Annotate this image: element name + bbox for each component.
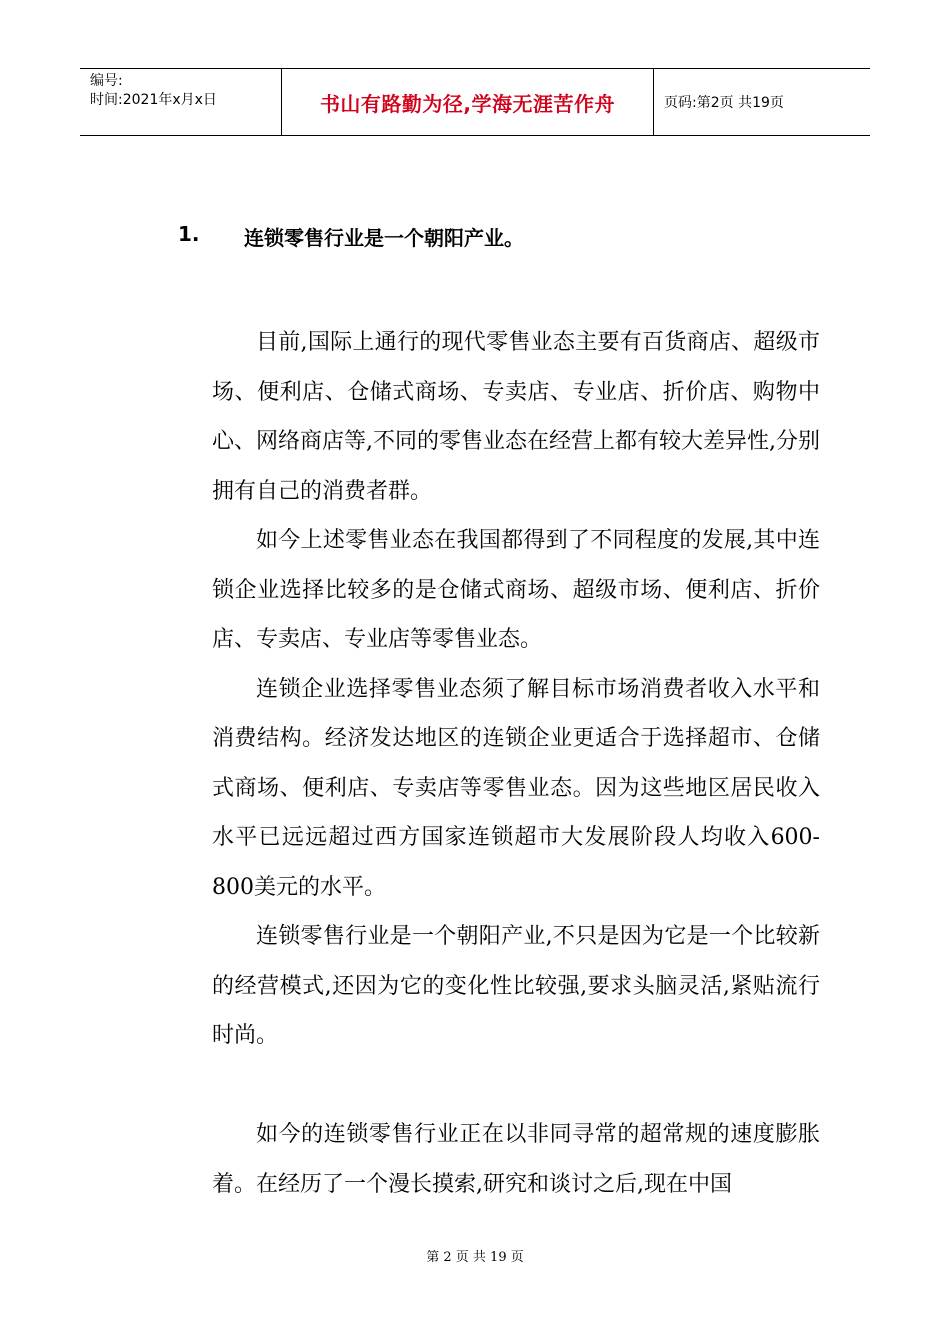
- document-number-label: 编号:: [90, 73, 123, 89]
- page-footer: [0, 1246, 950, 1265]
- section-heading: [178, 222, 524, 251]
- header-meta-cell: [80, 69, 282, 135]
- paragraph: 如今的连锁零售行业正在以非同寻常的超常规的速度膨胀着。在经历了一个漫长摸索,研究和谈讨之后,现在中国: [212, 1122, 820, 1197]
- paragraph: 如今上述零售业态在我国都得到了不同程度的发展,其中连锁企业选择比较多的是仓储式商场、超级市场、便利店、折价店、专卖店、专业店等零售业态。: [212, 528, 820, 652]
- footer-page-number: 第 2 页 共 19 页: [426, 1250, 524, 1265]
- header-motto-cell: [282, 69, 654, 135]
- paragraph: 连锁零售行业是一个朝阳产业,不只是因为它是一个比较新的经营模式,还因为它的变化性比较强,要求头脑灵活,紧贴流行时尚。: [212, 924, 820, 1048]
- paragraph: 目前,国际上通行的现代零售业态主要有百货商店、超级市场、便利店、仓储式商场、专卖店、专业店、折价店、购物中心、网络商店等,不同的零售业态在经营上都有较大差异性,分别拥有自己的消费者群。: [212, 330, 820, 504]
- header-table: [80, 68, 870, 136]
- section-title: 连锁零售行业是一个朝阳产业。: [244, 226, 524, 250]
- section-number: 1.: [178, 222, 200, 246]
- document-time-label: 时间:2021年x月x日: [90, 92, 217, 108]
- header-page-cell: [654, 69, 870, 135]
- header-motto: 书山有路勤为径,学海无涯苦作舟: [319, 91, 616, 116]
- body-text: [212, 318, 820, 1209]
- paragraph: 连锁企业选择零售业态须了解目标市场消费者收入水平和消费结构。经济发达地区的连锁企业更适合于选择超市、仓储式商场、便利店、专卖店等零售业态。因为这些地区居民收入水平已远远超过西方国家连锁超市大发展阶段人均收入600-800美元的水平。: [212, 676, 820, 900]
- header-page-number: 页码:第2页 共19页: [664, 95, 784, 111]
